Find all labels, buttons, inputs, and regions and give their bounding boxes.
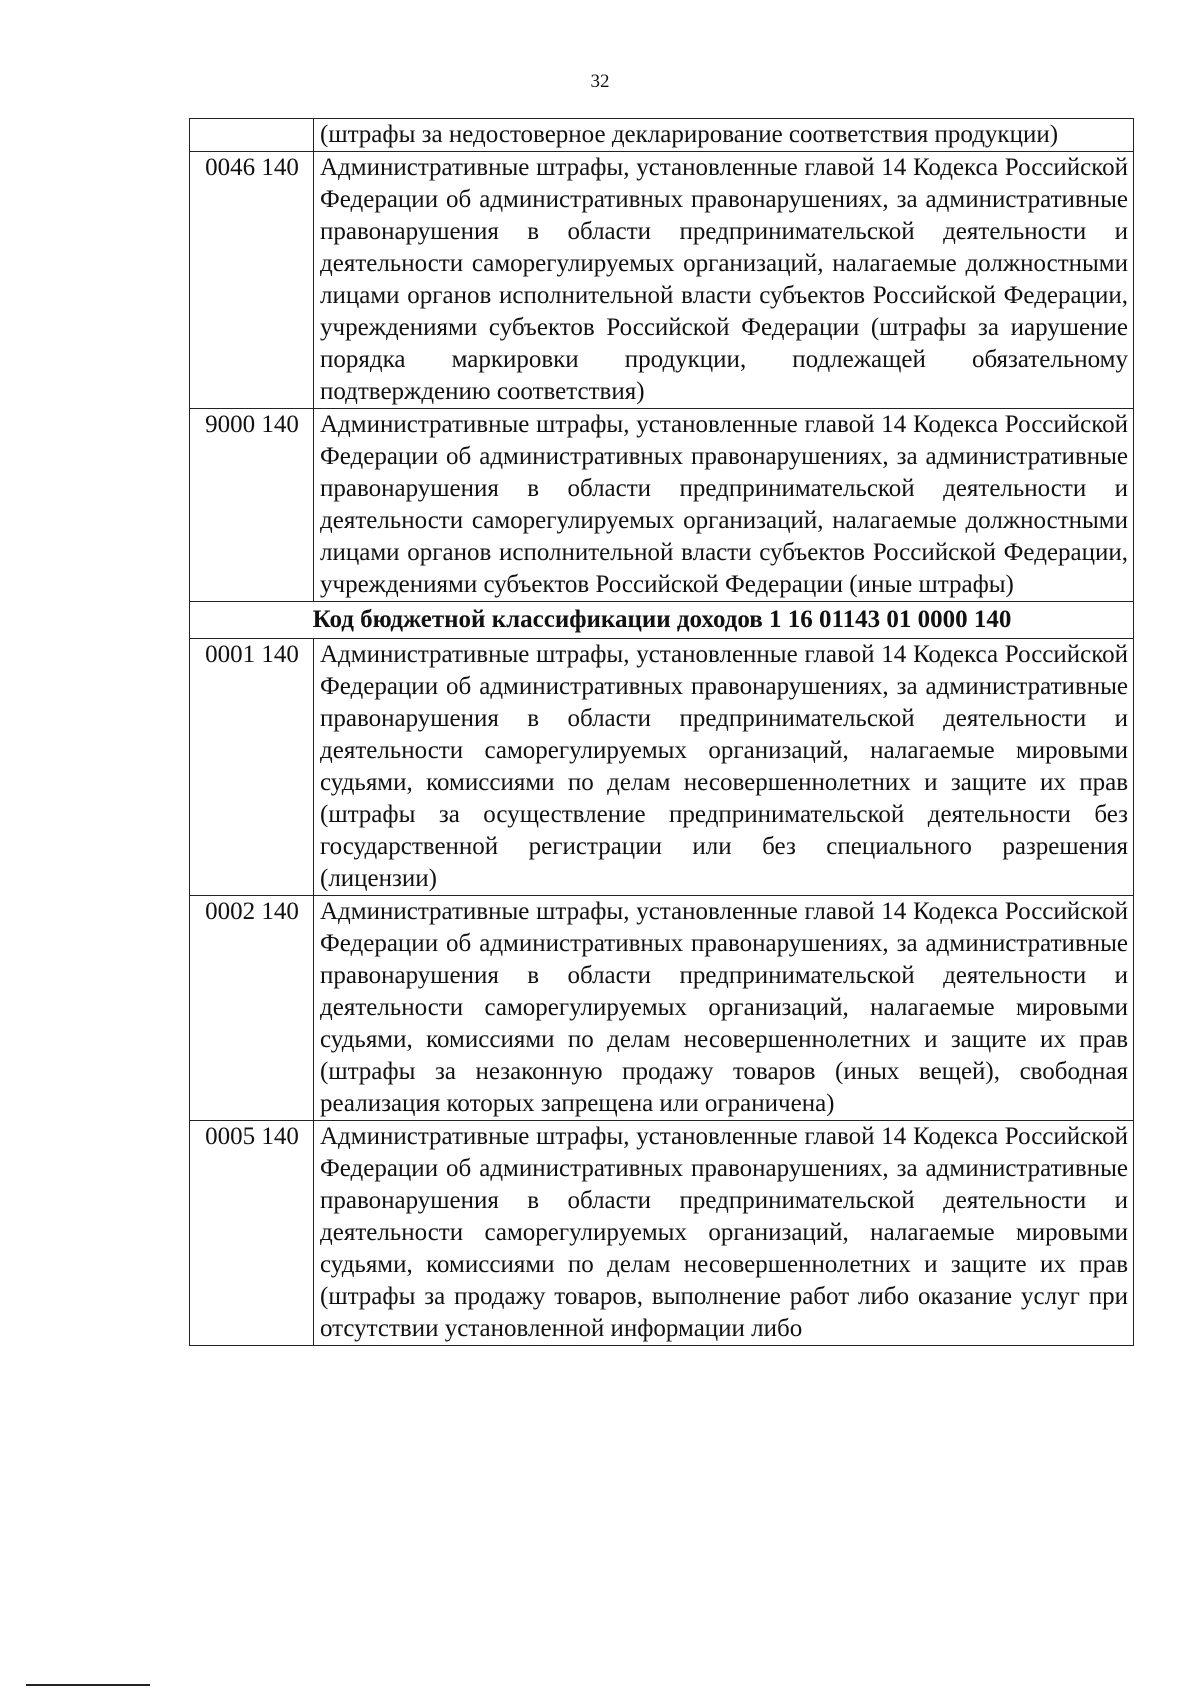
section-header: Код бюджетной классификации доходов 1 16 01143 01 0000 140	[190, 602, 1134, 639]
row-description: (штрафы за недостоверное декларирование соответствия продукции)	[314, 119, 1134, 152]
footnote-rule	[26, 1684, 150, 1686]
row-code: 0005 140	[190, 1121, 314, 1346]
row-description: Административные штрафы, установленные главой 14 Кодекса Российской Федерации об административных правонарушениях, за административные правонарушения в области предпринимательской деятельности и деятельности саморегулируемых организаций, налагаемые должностными лицами органов исполнительной власти субъектов Российской Федерации, учреждениями субъектов Российской Федерации (иные штрафы)	[314, 409, 1134, 602]
section-header-row	[190, 602, 1134, 639]
row-description: Административные штрафы, установленные главой 14 Кодекса Российской Федерации об административных правонарушениях, за административные правонарушения в области предпринимательской деятельности и деятельности саморегулируемых организаций, налагаемые мировыми судьями, комиссиями по делам несовершеннолетних и защите их прав (штрафы за продажу товаров, выполнение работ либо оказание услуг при отсутствии установленной информации либо	[314, 1121, 1134, 1346]
table-row	[190, 152, 1134, 409]
table-row	[190, 409, 1134, 602]
row-description: Административные штрафы, установленные главой 14 Кодекса Российской Федерации об административных правонарушениях, за административные правонарушения в области предпринимательской деятельности и деятельности саморегулируемых организаций, налагаемые должностными лицами органов исполнительной власти субъектов Российской Федерации, учреждениями субъектов Российской Федерации (штрафы за иарушение порядка маркировки продукции, подлежащей обязательному подтверждению соответствия)	[314, 152, 1134, 409]
row-code: 9000 140	[190, 409, 314, 602]
row-code: 0046 140	[190, 152, 314, 409]
table-row	[190, 119, 1134, 152]
table-row	[190, 639, 1134, 896]
row-description: Административные штрафы, установленные главой 14 Кодекса Российской Федерации об административных правонарушениях, за административные правонарушения в области предпринимательской деятельности и деятельности саморегулируемых организаций, налагаемые мировыми судьями, комиссиями по делам несовершеннолетних и защите их прав (штрафы за осуществление предпринимательской деятельности без государственной регистрации или без специального разрешения (лицензии)	[314, 639, 1134, 896]
row-code: 0002 140	[190, 896, 314, 1121]
page-number: 32	[590, 71, 610, 92]
row-code	[190, 119, 314, 152]
row-description: Административные штрафы, установленные главой 14 Кодекса Российской Федерации об административных правонарушениях, за административные правонарушения в области предпринимательской деятельности и деятельности саморегулируемых организаций, налагаемые мировыми судьями, комиссиями по делам несовершеннолетних и защите их прав (штрафы за незаконную продажу товаров (иных вещей), свободная реализация которых запрещена или ограничена)	[314, 896, 1134, 1121]
row-code: 0001 140	[190, 639, 314, 896]
budget-code-table	[189, 118, 1134, 1346]
table-row	[190, 1121, 1134, 1346]
table-row	[190, 896, 1134, 1121]
